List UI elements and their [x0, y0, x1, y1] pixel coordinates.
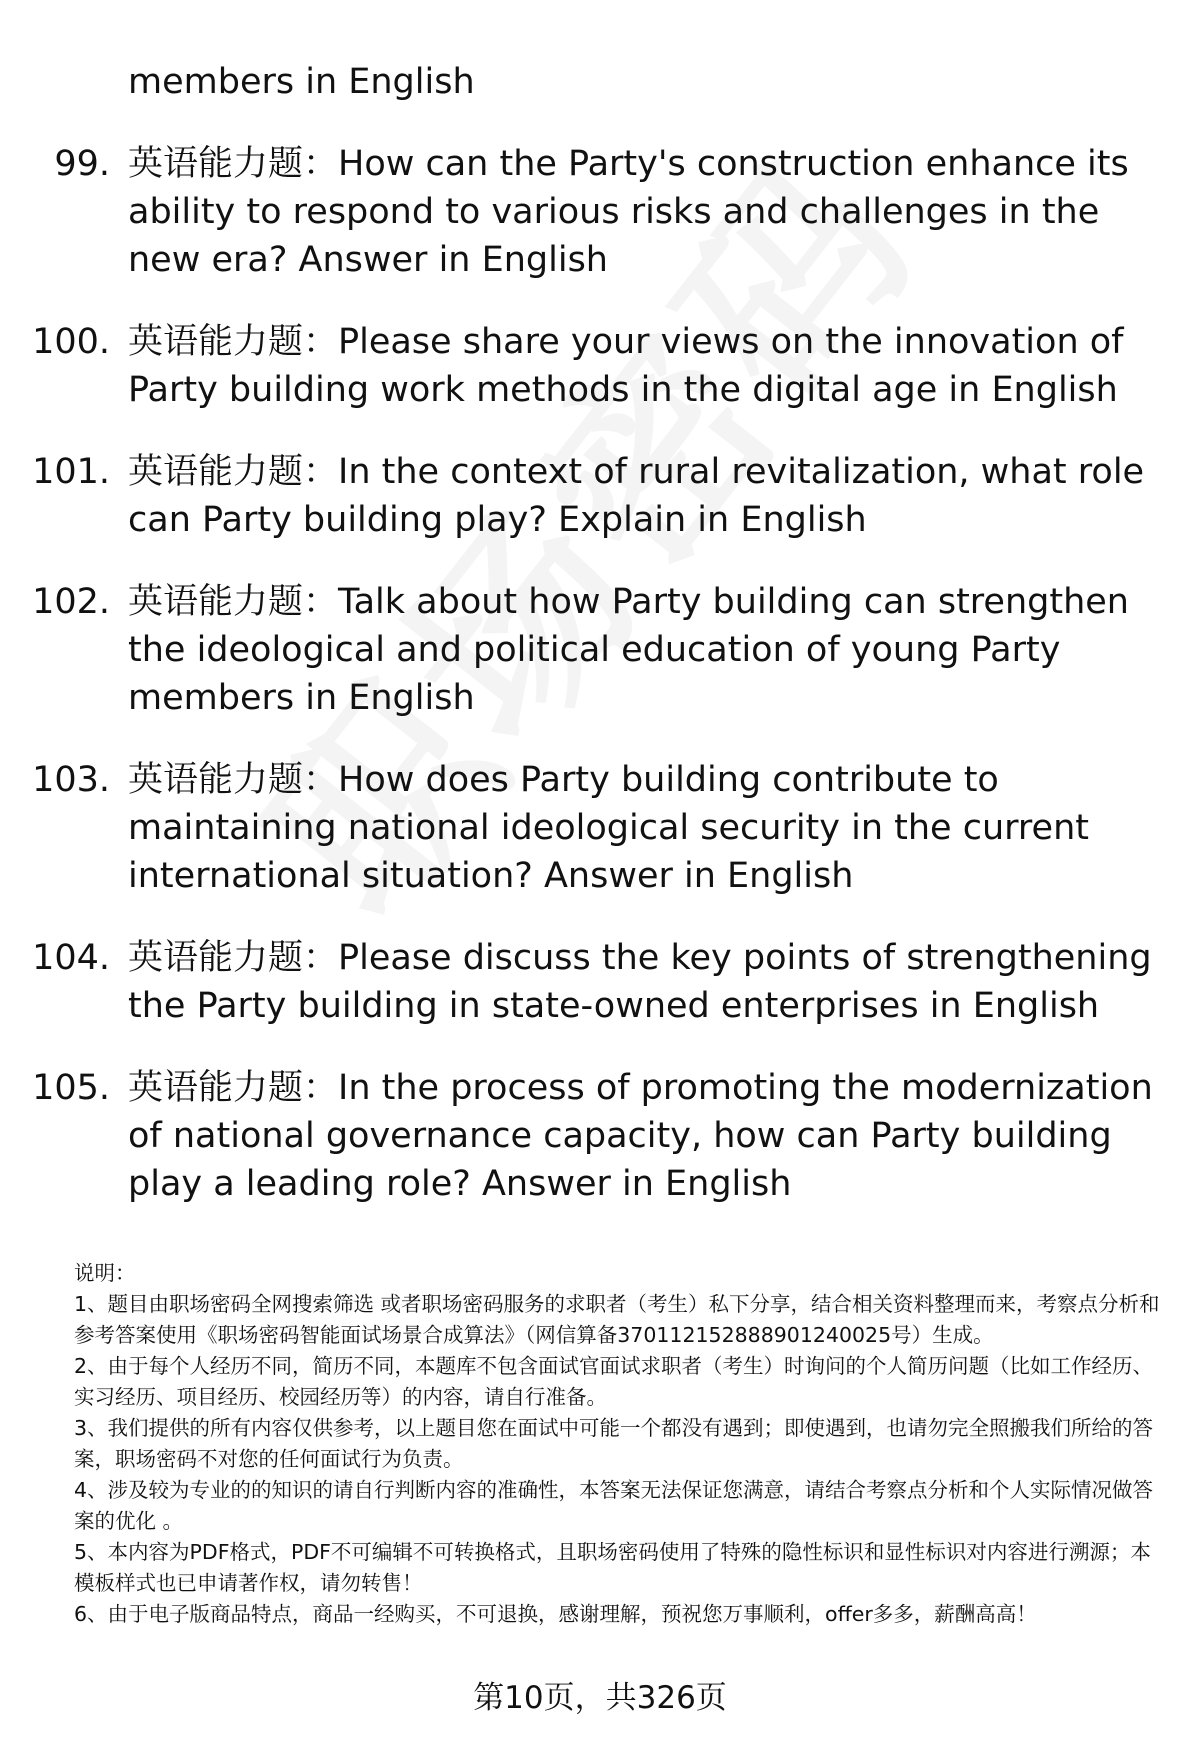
question-number: 103.: [32, 760, 110, 800]
previous-question-continuation: members in English: [128, 62, 475, 102]
question-item: [0, 1064, 1200, 1208]
question-text: 英语能力题：Please share your views on the innovation of Party building work methods in the digital age in English: [128, 322, 1124, 410]
question-item: [0, 448, 1200, 544]
question-number: 102.: [32, 582, 110, 622]
question-number: 99.: [54, 144, 110, 184]
notes-section: [74, 1258, 1164, 1630]
question-list: [0, 58, 1200, 1242]
question-number: 100.: [32, 322, 110, 362]
question-text: 英语能力题：Please discuss the key points of strengthening the Party building in state-owned enterprises in English: [128, 938, 1152, 1026]
question-item: [0, 140, 1200, 284]
note-item: 6、由于电子版商品特点，商品一经购买，不可退换，感谢理解，预祝您万事顺利，offer多多，薪酬高高！: [74, 1602, 1037, 1626]
question-item: [0, 934, 1200, 1030]
question-item: [0, 318, 1200, 414]
question-number: 105.: [32, 1068, 110, 1108]
note-item: 5、本内容为PDF格式，PDF不可编辑不可转换格式，且职场密码使用了特殊的隐性标识和显性标识对内容进行溯源；本模板样式也已申请著作权，请勿转售！: [74, 1540, 1151, 1595]
page-number-footer: 第10页，共326页: [473, 1680, 727, 1716]
note-item: 4、涉及较为专业的的知识的请自行判断内容的准确性，本答案无法保证您满意，请结合考察点分析和个人实际情况做答案的优化 。: [74, 1478, 1154, 1533]
note-item: 3、我们提供的所有内容仅供参考，以上题目您在面试中可能一个都没有遇到；即使遇到，也请勿完全照搬我们所给的答案，职场密码不对您的任何面试行为负责。: [74, 1416, 1154, 1471]
note-item: 1、题目由职场密码全网搜索筛选 或者职场密码服务的求职者（考生）私下分享，结合相关资料整理而来，考察点分析和参考答案使用《职场密码智能面试场景合成算法》（网信算备370112152888901240025号）生成。: [74, 1292, 1160, 1347]
note-item: 2、由于每个人经历不同，简历不同，本题库不包含面试官面试求职者（考生）时询问的个人简历问题（比如工作经历、实习经历、项目经历、校园经历等）的内容，请自行准备。: [74, 1354, 1154, 1409]
question-item: [0, 578, 1200, 722]
question-text: 英语能力题：How does Party building contribute to maintaining national ideological security in the current international situation? Answer in English: [128, 760, 1089, 896]
question-text: 英语能力题：Talk about how Party building can strengthen the ideological and political education of young Party members in English: [128, 582, 1129, 718]
question-text: 英语能力题：In the context of rural revitalization, what role can Party building play? Explain in English: [128, 452, 1145, 540]
question-number: 101.: [32, 452, 110, 492]
question-item: [0, 756, 1200, 900]
question-text: 英语能力题：How can the Party's construction enhance its ability to respond to various risks and challenges in the new era? Answer in English: [128, 144, 1129, 280]
question-text: 英语能力题：In the process of promoting the modernization of national governance capacity, how can Party building play a leading role? Answer in English: [128, 1068, 1153, 1204]
notes-title: 说明：: [74, 1261, 136, 1285]
question-number: 104.: [32, 938, 110, 978]
